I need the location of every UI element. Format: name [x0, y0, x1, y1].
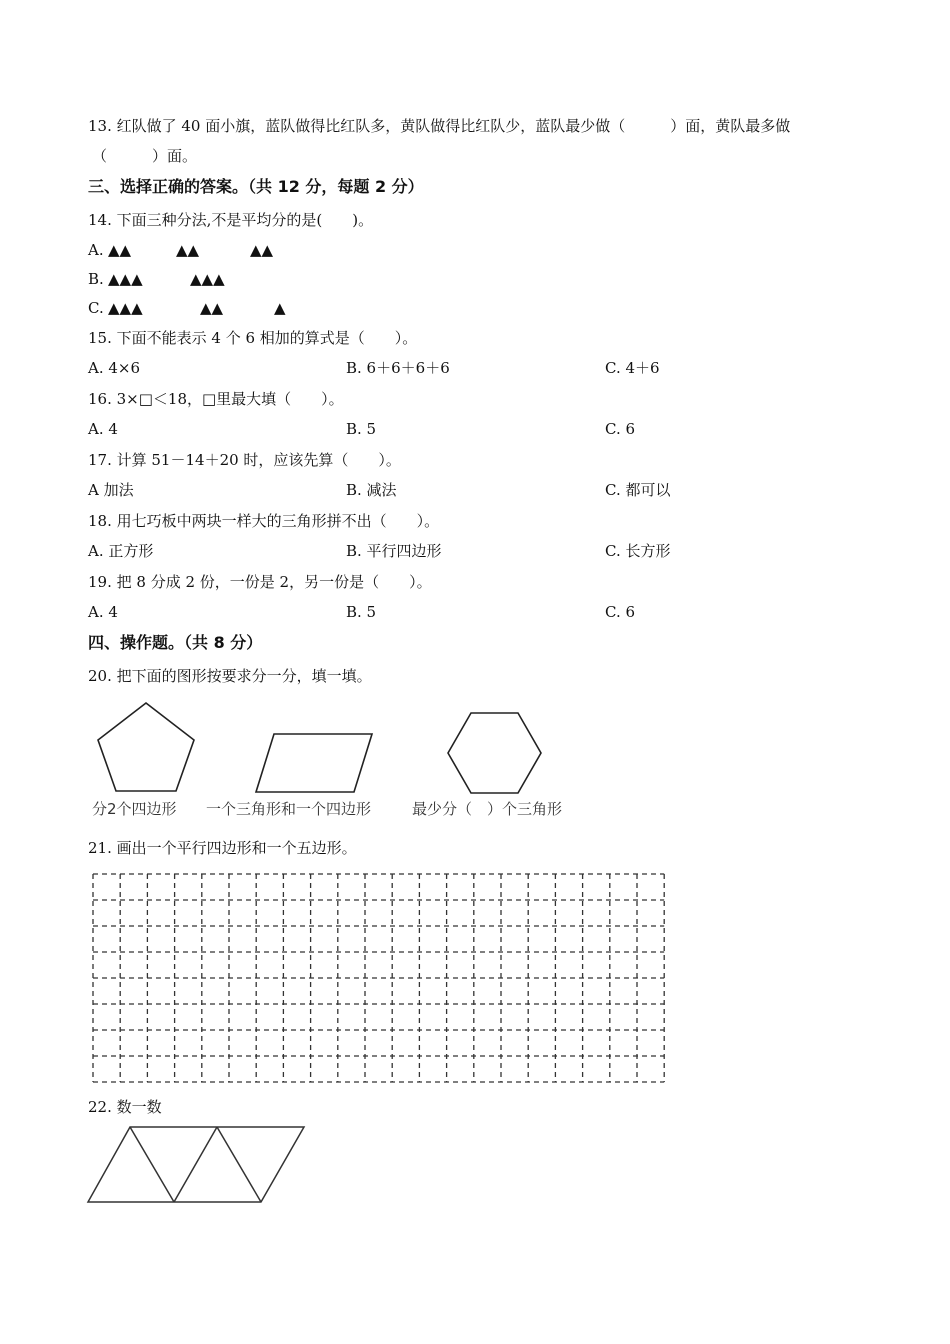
parallelogram-shape — [252, 728, 378, 796]
q15-option-c: C. 4＋6 — [605, 359, 660, 377]
section4-title: 四、操作题。（共 8 分） — [88, 633, 263, 652]
q15-stem: 15. 下面不能表示 4 个 6 相加的算式是（ ）。 — [88, 329, 418, 347]
q14-option-a-group-3: ▲▲ — [250, 241, 274, 259]
q16-option-b: B. 5 — [346, 420, 377, 438]
figure-divider-2 — [174, 1127, 217, 1202]
hexagon-caption: 最少分（ ）个三角形 — [412, 800, 563, 818]
q16-option-c: C. 6 — [605, 420, 636, 438]
q15-option-b: B. 6＋6＋6＋6 — [346, 359, 450, 377]
q14-option-c-label: C. — [88, 299, 104, 317]
q13-line1: 13. 红队做了 40 面小旗，蓝队做得比红队多，黄队做得比红队少，蓝队最少做（ ）面，黄队最多做 — [88, 117, 791, 135]
q14-option-c-group-3: ▲ — [274, 299, 286, 317]
hexagon-shape — [444, 708, 544, 796]
q14-option-b-group-1: ▲▲▲ — [108, 270, 143, 288]
q14-option-a-group-2: ▲▲ — [176, 241, 200, 259]
q14-option-a-label: A. — [88, 241, 104, 259]
q18-option-c: C. 长方形 — [605, 542, 671, 560]
q15-option-a: A. 4×6 — [88, 359, 141, 377]
q17-option-a: A 加法 — [88, 481, 134, 499]
triangle-parallelogram-figure — [86, 1124, 308, 1206]
q19-stem: 19. 把 8 分成 2 份，一份是 2，另一份是（ ）。 — [88, 573, 432, 591]
q18-option-a: A. 正方形 — [88, 542, 154, 560]
parallelogram-caption: 一个三角形和一个四边形 — [206, 800, 372, 818]
q14-stem: 14. 下面三种分法,不是平均分的是( )。 — [88, 211, 374, 229]
q17-option-c: C. 都可以 — [605, 481, 671, 499]
q14-option-b-group-2: ▲▲▲ — [190, 270, 225, 288]
q18-stem: 18. 用七巧板中两块一样大的三角形拼不出（ ）。 — [88, 512, 440, 530]
q13-line2: （ ）面。 — [92, 147, 198, 165]
q14-option-c-group-2: ▲▲ — [200, 299, 224, 317]
q14-option-a-group-1: ▲▲ — [108, 241, 132, 259]
q17-stem: 17. 计算 51－14＋20 时，应该先算（ ）。 — [88, 451, 401, 469]
figure-divider-3 — [217, 1127, 261, 1202]
q20-stem: 20. 把下面的图形按要求分一分，填一填。 — [88, 667, 372, 685]
q19-option-c: C. 6 — [605, 603, 636, 621]
q17-option-b: B. 减法 — [346, 481, 397, 499]
q22-stem: 22. 数一数 — [88, 1098, 162, 1116]
q19-option-a: A. 4 — [88, 603, 118, 621]
figure-divider-1 — [130, 1127, 174, 1202]
q14-option-c-group-1: ▲▲▲ — [108, 299, 143, 317]
q19-option-b: B. 5 — [346, 603, 377, 621]
q14-option-b-label: B. — [88, 270, 104, 288]
q16-option-a: A. 4 — [88, 420, 118, 438]
q21-stem: 21. 画出一个平行四边形和一个五边形。 — [88, 839, 357, 857]
section3-title: 三、选择正确的答案。（共 12 分，每题 2 分） — [88, 177, 424, 196]
q16-stem: 16. 3×□＜18，□里最大填（ ）。 — [88, 390, 344, 408]
pentagon-caption: 分2个四边形 — [92, 800, 177, 818]
pentagon-shape — [92, 698, 202, 798]
q18-option-b: B. 平行四边形 — [346, 542, 442, 560]
dotted-drawing-grid[interactable] — [92, 873, 666, 1083]
